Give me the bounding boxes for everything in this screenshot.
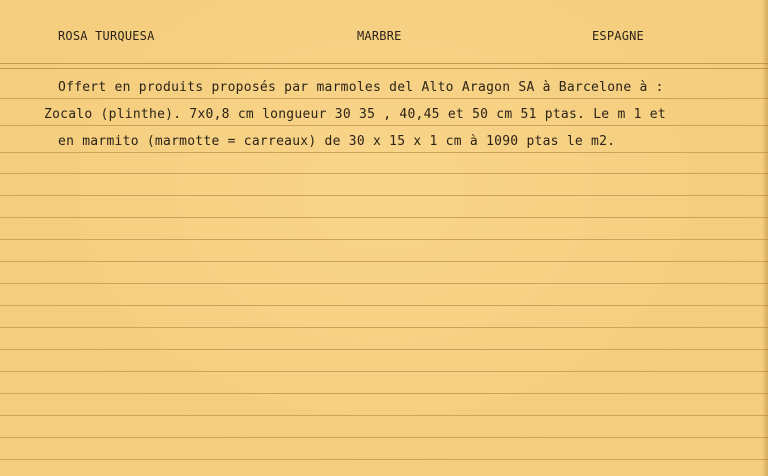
card-edge-shadow: [762, 0, 768, 476]
ruled-line: [0, 125, 768, 126]
ruled-line: [0, 173, 768, 174]
ruled-line: [0, 371, 768, 372]
ruled-line: [0, 393, 768, 394]
ruled-line: [0, 217, 768, 218]
ruled-line: [0, 459, 768, 460]
ruled-line: [0, 261, 768, 262]
ruled-line: [0, 63, 768, 64]
ruled-line: [0, 349, 768, 350]
country-label: ESPAGNE: [592, 29, 644, 43]
ruled-line: [0, 152, 768, 153]
ruled-line: [0, 98, 768, 99]
card-title: ROSA TURQUESA: [58, 29, 155, 43]
ruled-line: [0, 437, 768, 438]
ruled-line: [0, 68, 768, 69]
ruled-line: [0, 327, 768, 328]
body-text-line-2: Zocalo (plinthe). 7x0,8 cm longueur 30 35 , 40,45 et 50 cm 51 ptas. Le m 1 et: [44, 107, 666, 122]
body-text-line-3: en marmito (marmotte = carreaux) de 30 x 15 x 1 cm à 1090 ptas le m2.: [58, 134, 616, 149]
ruled-line: [0, 415, 768, 416]
ruled-line: [0, 283, 768, 284]
ruled-line: [0, 305, 768, 306]
body-text-line-1: Offert en produits proposés par marmoles del Alto Aragon SA à Barcelone à :: [58, 80, 664, 95]
material-label: MARBRE: [357, 29, 402, 43]
ruled-line: [0, 195, 768, 196]
ruled-line: [0, 239, 768, 240]
